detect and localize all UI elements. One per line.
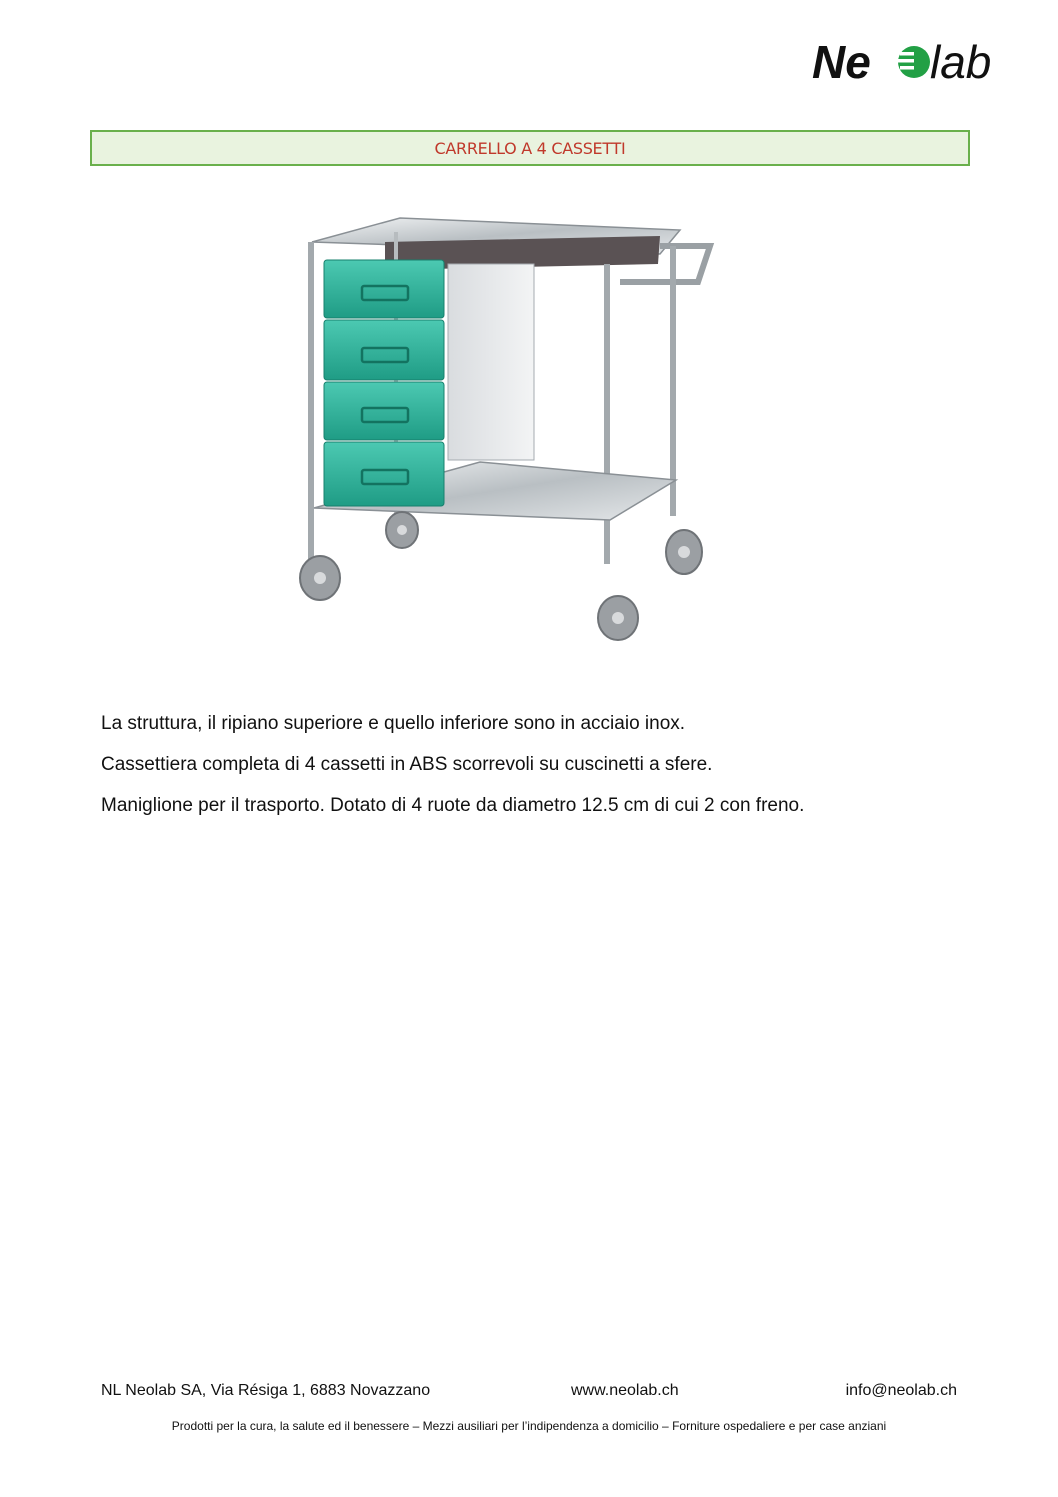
wheel-icons (300, 512, 702, 640)
page-title: CARRELLO A 4 CASSETTI (434, 138, 626, 158)
description-line: Maniglione per il trasporto. Dotato di 4 ruote da diametro 12.5 cm di cui 2 con freno. (101, 795, 805, 816)
product-description (101, 703, 1001, 826)
description-line: La struttura, il ripiano superiore e quello inferiore sono in acciaio inox. (101, 713, 686, 734)
title-banner (90, 130, 970, 166)
logo-text-lab: lab (930, 36, 992, 88)
logo-text-ne: Ne (812, 36, 871, 88)
footer-email-link[interactable]: info@neolab.ch (845, 1382, 957, 1399)
medical-trolley-icon (290, 212, 720, 652)
logo-globe-icon (898, 46, 930, 78)
description-line: Cassettiera completa di 4 cassetti in ABS scorrevoli su cuscinetti a sfere. (101, 754, 713, 775)
footer-address: NL Neolab SA, Via Résiga 1, 6883 Novazzano (101, 1382, 431, 1399)
product-image (290, 212, 720, 652)
neolab-logo (812, 36, 1012, 92)
drawer-stack (324, 260, 444, 506)
footer-tagline: Prodotti per la cura, la salute ed il benessere – Mezzi ausiliari per l’indipendenza a domicilio – Forniture ospedaliere e per case anziani (171, 1419, 887, 1433)
footer-website-link[interactable]: www.neolab.ch (571, 1382, 679, 1399)
